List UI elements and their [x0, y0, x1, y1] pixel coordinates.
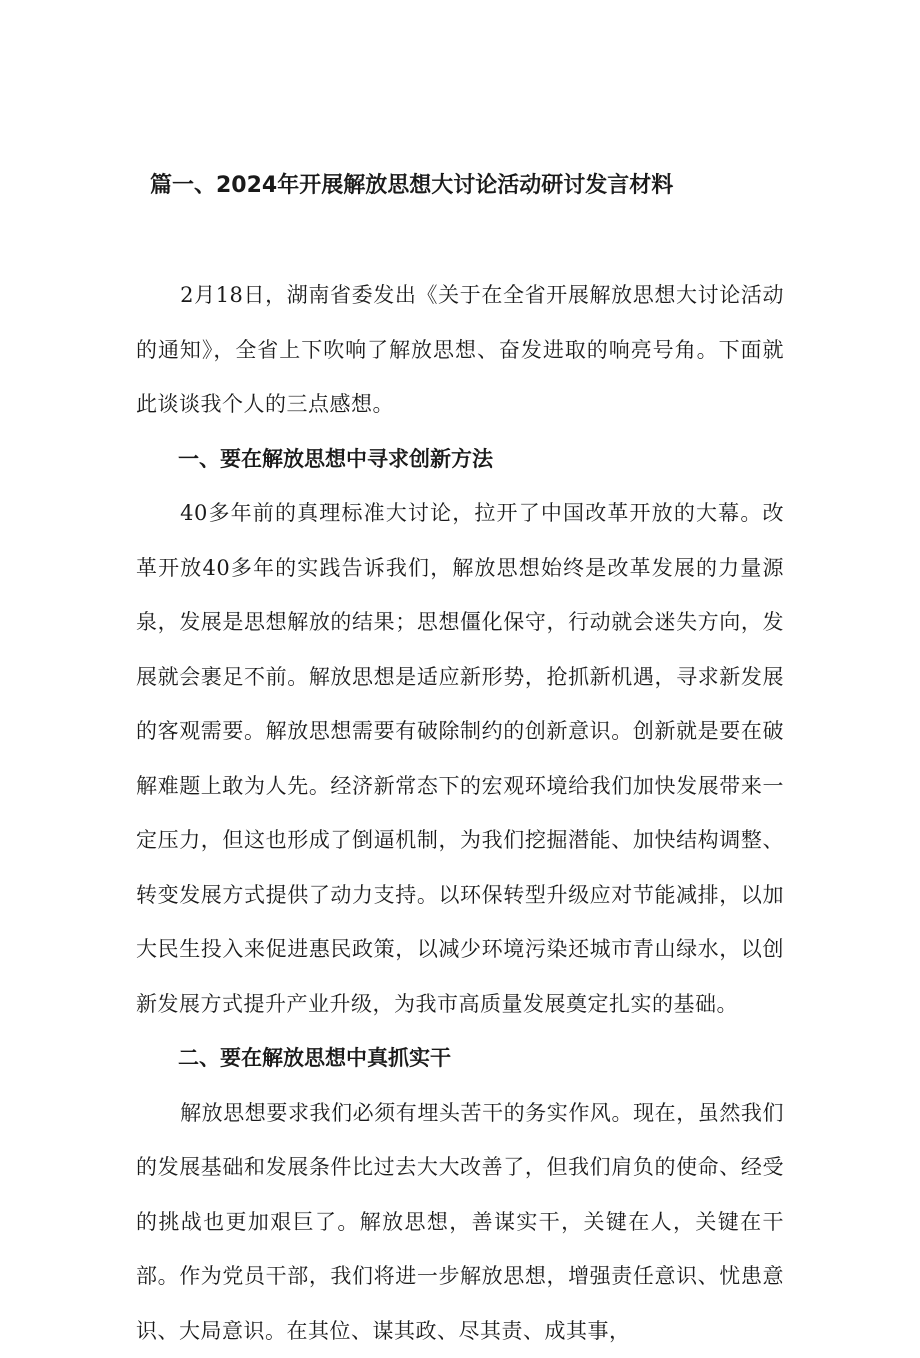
- document-title: 篇一、2024年开展解放思想大讨论活动研讨发言材料: [150, 170, 673, 202]
- document-body: [136, 268, 784, 1358]
- section-heading-2: 二、要在解放思想中真抓实干: [136, 1031, 784, 1086]
- intro-paragraph: 2月18日，湖南省委发出《关于在全省开展解放思想大讨论活动的通知》，全省上下吹响了解放思想、奋发进取的响亮号角。下面就此谈谈我个人的三点感想。: [136, 268, 784, 432]
- section-heading-1: 一、要在解放思想中寻求创新方法: [136, 432, 784, 487]
- section-paragraph-1: 40多年前的真理标准大讨论，拉开了中国改革开放的大幕。改革开放40多年的实践告诉我们，解放思想始终是改革发展的力量源泉，发展是思想解放的结果；思想僵化保守，行动就会迷失方向，发展就会裹足不前。解放思想是适应新形势，抢抓新机遇，寻求新发展的客观需要。解放思想需要有破除制约的创新意识。创新就是要在破解难题上敢为人先。经济新常态下的宏观环境给我们加快发展带来一定压力，但这也形成了倒逼机制，为我们挖掘潜能、加快结构调整、转变发展方式提供了动力支持。以环保转型升级应对节能减排，以加大民生投入来促进惠民政策，以减少环境污染还城市青山绿水，以创新发展方式提升产业升级，为我市高质量发展奠定扎实的基础。: [136, 486, 784, 1031]
- section-paragraph-2: 解放思想要求我们必须有埋头苦干的务实作风。现在，虽然我们的发展基础和发展条件比过去大大改善了，但我们肩负的使命、经受的挑战也更加艰巨了。解放思想，善谋实干，关键在人，关键在干部。作为党员干部，我们将进一步解放思想，增强责任意识、忧患意识、大局意识。在其位、谋其政、尽其责、成其事，: [136, 1086, 784, 1358]
